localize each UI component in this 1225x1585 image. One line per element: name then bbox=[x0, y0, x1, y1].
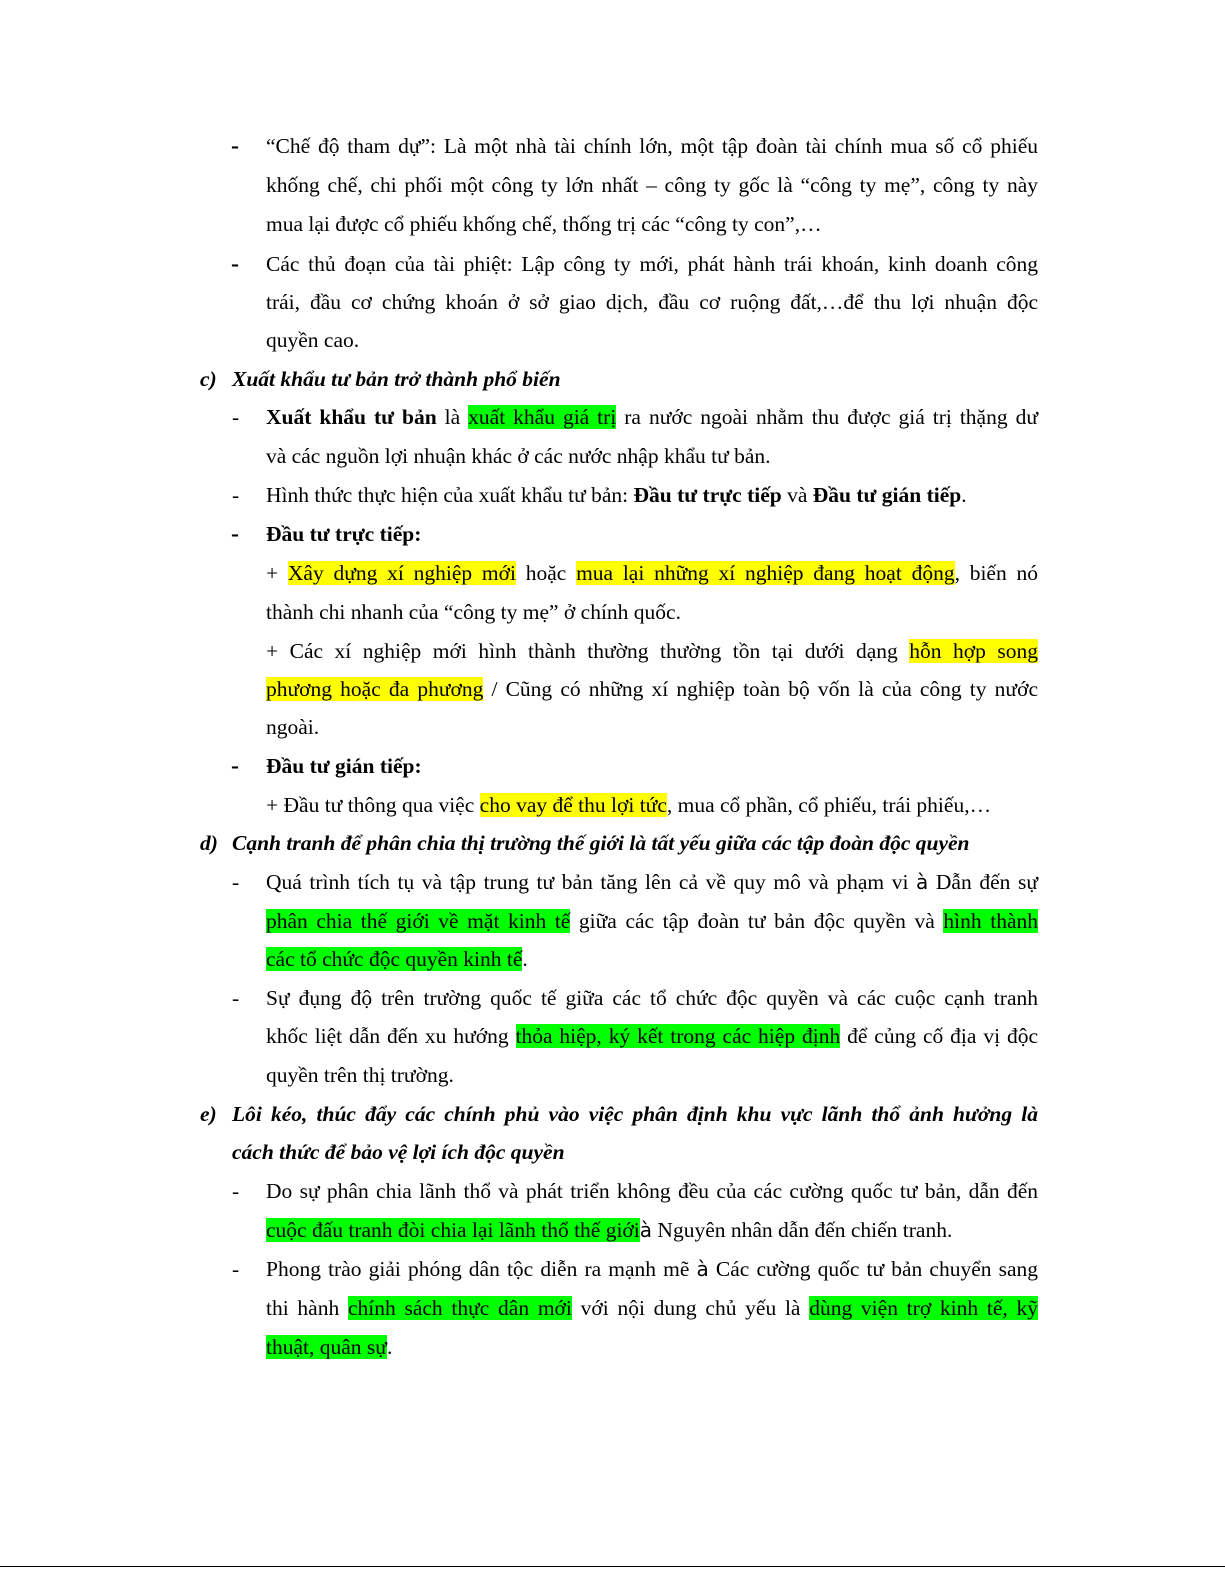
highlight-dau-tranh: cuộc đấu tranh đòi chia lại lãnh thổ thế giới bbox=[266, 1218, 640, 1242]
section-e-heading-line-1: Lôi kéo, thúc đẩy các chính phủ vào việc phân định khu vực lãnh thổ ảnh hưởng là bbox=[232, 1102, 1038, 1126]
bullet-dash: - bbox=[232, 986, 240, 1010]
text-run: Phong trào giải phóng dân tộc diễn ra mạnh mẽ bbox=[266, 1257, 697, 1281]
highlight-thoa-hiep: thỏa hiệp, ký kết trong các hiệp định bbox=[515, 1024, 841, 1048]
paragraph-giai-phong-line-1 bbox=[266, 1250, 1038, 1289]
term-dau-tu-truc-tiep: Đầu tư trực tiếp bbox=[633, 483, 782, 507]
highlight-thuc-dan-moi: chính sách thực dân mới bbox=[347, 1296, 572, 1320]
text-run: . bbox=[386, 1335, 393, 1359]
text-run: giữa các tập đoàn tư bản độc quyền và bbox=[570, 909, 944, 933]
paragraph-xi-nghiep-line-3: ngoài. bbox=[266, 715, 320, 739]
bullet-dash: - bbox=[231, 251, 239, 277]
bullet-dash: - bbox=[231, 521, 239, 547]
subheading-dau-tu-gian-tiep: Đầu tư gián tiếp: bbox=[266, 754, 422, 778]
text-run: ra nước ngoài nhằm thu được giá trị thặng dư bbox=[616, 405, 1038, 429]
term-dau-tu-gian-tiep: Đầu tư gián tiếp bbox=[812, 483, 962, 507]
text-run: thi hành bbox=[266, 1296, 348, 1320]
text-run: để củng cố địa vị độc bbox=[840, 1024, 1038, 1048]
text-run: , mua cổ phần, cổ phiếu, trái phiếu,… bbox=[666, 793, 992, 817]
bullet-dash: - bbox=[232, 483, 240, 507]
text-run: Các cường quốc tư bản chuyển sang bbox=[708, 1257, 1039, 1281]
text-run: . bbox=[961, 483, 967, 507]
text-run: Hình thức thực hiện của xuất khẩu tư bản: bbox=[266, 483, 634, 507]
arrow-icon: à bbox=[639, 1218, 653, 1242]
paragraph-giai-phong-line-2 bbox=[266, 1289, 1038, 1328]
paragraph-hinh-thuc bbox=[266, 476, 967, 515]
arrow-icon: à bbox=[696, 1257, 709, 1281]
section-e-letter: e) bbox=[200, 1102, 217, 1126]
section-e-heading-line-2: cách thức để bảo vệ lợi ích độc quyền bbox=[232, 1140, 565, 1164]
paragraph-dung-do-line-2 bbox=[266, 1017, 1038, 1056]
subheading-dau-tu-truc-tiep: Đầu tư trực tiếp: bbox=[266, 522, 422, 546]
highlight-cho-vay: cho vay để thu lợi tức bbox=[479, 793, 667, 817]
paragraph-giai-phong-line-3 bbox=[266, 1328, 392, 1367]
paragraph-xuat-khau-line-1 bbox=[266, 398, 1038, 437]
highlight-quan-su: thuật, quân sự bbox=[266, 1335, 387, 1359]
paragraph-tich-tu-line-2 bbox=[266, 902, 1038, 941]
section-c-heading: Xuất khẩu tư bản trở thành phổ biến bbox=[232, 367, 561, 391]
arrow-icon: à bbox=[916, 870, 929, 894]
paragraph-che-do-tham-du-line-2: khống chế, chi phối một công ty lớn nhất – công ty gốc là “công ty mẹ”, công ty này bbox=[266, 173, 1038, 197]
text-run: . bbox=[522, 947, 528, 971]
section-d-heading: Cạnh tranh để phân chia thị trường thế giới là tất yếu giữa các tập đoàn độc quyền bbox=[232, 831, 970, 855]
highlight-mua-lai: mua lại những xí nghiệp đang hoạt động bbox=[576, 561, 955, 585]
paragraph-che-do-tham-du-line-1: “Chế độ tham dự”: Là một nhà tài chính lớn, một tập đoàn tài chính mua số cổ phiếu bbox=[266, 134, 1038, 158]
paragraph-xi-nghiep-line-1 bbox=[266, 632, 1038, 671]
text-run: Quá trình tích tụ và tập trung tư bản tăng lên cả về quy mô và phạm vi bbox=[266, 870, 917, 894]
text-run: là bbox=[436, 405, 469, 429]
text-run: + Đầu tư thông qua việc bbox=[266, 793, 480, 817]
paragraph-dung-do-line-3: quyền trên thị trường. bbox=[266, 1063, 454, 1087]
highlight-phuong: phương hoặc đa phương bbox=[266, 677, 484, 701]
bullet-dash: - bbox=[232, 1179, 240, 1203]
text-run: + bbox=[266, 561, 288, 585]
paragraph-xuat-khau-line-2: và các nguồn lợi nhuận khác ở các nước nhập khẩu tư bản. bbox=[266, 444, 771, 468]
text-run: Nguyên nhân dẫn đến chiến tranh. bbox=[652, 1218, 953, 1242]
paragraph-lanh-tho-line-1: Do sự phân chia lãnh thổ và phát triển không đều của các cường quốc tư bản, dẫn đến bbox=[266, 1179, 1038, 1203]
paragraph-tich-tu-line-1 bbox=[266, 863, 1038, 902]
paragraph-tich-tu-line-3 bbox=[266, 940, 528, 979]
text-run: Dẫn đến sự bbox=[928, 870, 1038, 894]
bullet-dash: - bbox=[232, 870, 240, 894]
page-bottom-rule bbox=[0, 1566, 1225, 1567]
highlight-hinh-thanh: hình thành bbox=[943, 909, 1038, 933]
text-run: khốc liệt dẫn đến xu hướng bbox=[266, 1024, 516, 1048]
paragraph-thu-doan-line-3: quyền cao. bbox=[266, 328, 360, 352]
text-run: / Cũng có những xí nghiệp toàn bộ vốn là của công ty nước bbox=[483, 677, 1038, 701]
highlight-to-chuc: các tổ chức độc quyền kinh tế bbox=[266, 947, 523, 971]
paragraph-thu-doan-line-2: trái, đầu cơ chứng khoán ở sở giao dịch, đầu cơ ruộng đất,…để thu lợi nhuận độc bbox=[266, 290, 1038, 314]
highlight-phan-chia: phân chia thế giới về mặt kinh tế bbox=[266, 909, 571, 933]
bullet-dash: - bbox=[232, 1257, 240, 1281]
paragraph-dung-do-line-1: Sự đụng độ trên trường quốc tế giữa các tổ chức độc quyền và các cuộc cạnh tranh bbox=[266, 986, 1038, 1010]
paragraph-xay-dung-line-2: thành chi nhanh của “công ty mẹ” ở chính quốc. bbox=[266, 600, 681, 624]
text-run: và bbox=[781, 483, 813, 507]
highlight-xay-dung: Xây dựng xí nghiệp mới bbox=[287, 561, 516, 585]
paragraph-xi-nghiep-line-2 bbox=[266, 670, 1038, 709]
paragraph-che-do-tham-du-line-3: mua lại được cổ phiếu khống chế, thống trị các “công ty con”,… bbox=[266, 212, 822, 236]
term-xuat-khau-tu-ban: Xuất khẩu tư bản bbox=[266, 405, 437, 429]
text-run: hoặc bbox=[515, 561, 577, 585]
bullet-dash: - bbox=[231, 753, 239, 779]
highlight-vien-tro: dùng viện trợ kinh tế, kỹ bbox=[809, 1296, 1038, 1320]
bullet-dash: - bbox=[231, 133, 239, 159]
text-run: với nội dung chủ yếu là bbox=[571, 1296, 810, 1320]
highlight-xuat-khau-gia-tri: xuất khẩu giá trị bbox=[468, 405, 617, 429]
text-run: , biến nó bbox=[954, 561, 1038, 585]
text-run: + Các xí nghiệp mới hình thành thường thường tồn tại dưới dạng bbox=[266, 639, 910, 663]
paragraph-cho-vay bbox=[266, 786, 991, 825]
paragraph-thu-doan-line-1: Các thủ đoạn của tài phiệt: Lập công ty mới, phát hành trái khoán, kinh doanh công bbox=[266, 252, 1038, 276]
section-d-letter: d) bbox=[200, 831, 218, 855]
section-c-letter: c) bbox=[200, 367, 217, 391]
bullet-dash: - bbox=[232, 405, 240, 429]
paragraph-xay-dung-line-1 bbox=[266, 554, 1038, 593]
highlight-hon-hop: hỗn hợp song bbox=[909, 639, 1038, 663]
paragraph-lanh-tho-line-2 bbox=[266, 1211, 952, 1250]
